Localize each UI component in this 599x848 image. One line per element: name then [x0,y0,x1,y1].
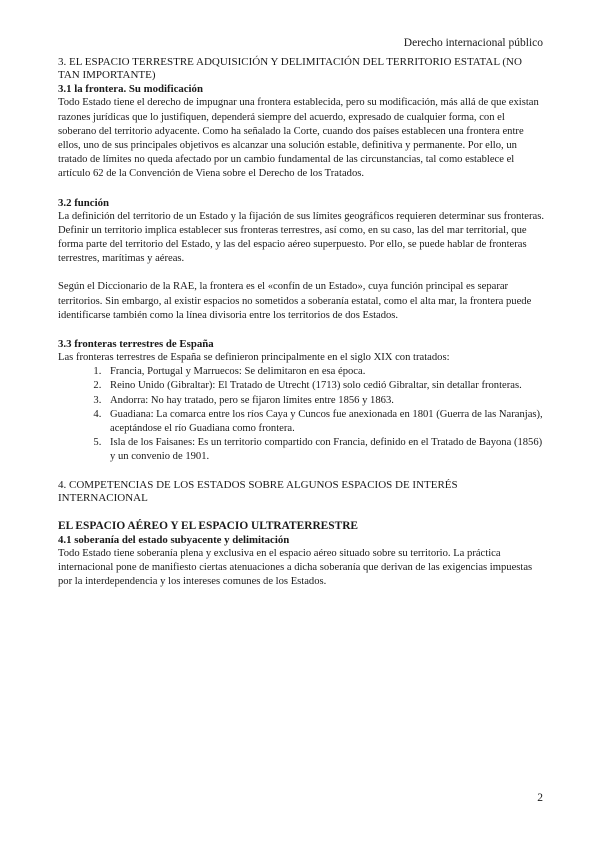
section-3-2-paragraph-2: Según el Diccionario de la RAE, la frontera es el «confín de un Estado», cuya función principal es separar territorios. Sin embargo, al existir espacios no sometidos a soberanía estatal, como el alta mar, la frontera puede identificarse también como la línea divisoria entre los territorios de dos Estados. [58,281,532,321]
section-3-2-paragraph-1: La definición del territorio de un Estado y la fijación de sus límites geográficos requieren determinar sus fronteras. Definir un territorio implica establecer sus fronteras terrestres, así como, en su caso, las del mar territorial, que forma parte del territorio del Estado, y las del espacio aéreo superpuesto. Por ello, se puede hablar de fronteras terrestres, marítimas y aéreas. [58,210,544,265]
section-3-1-heading: 3.1 la frontera. Su modificación [58,83,203,96]
section-4-1-heading: 4.1 soberanía del estado subyacente y delimitación [58,534,290,547]
section-4-subtitle: EL ESPACIO AÉREO Y EL ESPACIO ULTRATERRESTRE [58,520,359,533]
section-4-1-text: Todo Estado tiene soberanía plena y exclusiva en el espacio aéreo situado sobre su territorio. La práctica internacional pone de manifiesto ciertas atenuaciones a dicha soberanía que derivan de las exigencias impuestas por la interdependencia y los intereses comunes de los Estados. [58,548,533,588]
page-number: 2 [537,792,543,804]
spain-borders-list [58,365,544,464]
section-3-1-text: Todo Estado tiene el derecho de impugnar una frontera establecida, pero su modificación, más allá de que existan razones jurídicas que lo justifiquen, dependerá siempre del acuerdo, expresado de cualquier forma, con el soberano del territorio adyacente. Como ha señalado la Corte, cuando dos países establecen una frontera entre ellos, uno de sus principales objetivos es alcanzar una solución estable, definitiva y permanente. Por ello, un tratado de límites no queda afectado por un cambio fundamental de las circunstancias, tal como establece el artículo 62 de la Convención de Viena sobre el Derecho de los Tratados. [58,97,539,180]
section-3-title: 3. EL ESPACIO TERRESTRE ADQUISICIÓN Y DELIMITACIÓN DEL TERRITORIO ESTATAL (NO TAN IMPORTANTE) [58,56,522,82]
page-header: Derecho internacional público [403,37,543,49]
section-3-3-heading: 3.3 fronteras terrestres de España [58,338,214,351]
section-3-3-intro: Las fronteras terrestres de España se definieron principalmente en el siglo XIX con tratados: [58,352,450,364]
document-body [58,56,544,590]
list-item: 5. Isla de los Faisanes: Es un territorio compartido con Francia, definido en el Tratado de Bayona (1856) y un convenio de 1901. [104,436,544,464]
list-item: 2. Reino Unido (Gibraltar): El Tratado de Utrecht (1713) solo cedió Gibraltar, sin detallar fronteras. [104,379,544,393]
list-item: 3. Andorra: No hay tratado, pero se fijaron límites entre 1856 y 1863. [104,394,544,408]
list-item: 1. Francia, Portugal y Marruecos: Se delimitaron en esa época. [104,365,544,379]
list-item: 4. Guadiana: La comarca entre los ríos Caya y Cuncos fue anexionada en 1801 (Guerra de las Naranjas), aceptándose el río Guadiana como frontera. [104,408,544,436]
section-4-title: 4. COMPETENCIAS DE LOS ESTADOS SOBRE ALGUNOS ESPACIOS DE INTERÉS INTERNACIONAL [58,478,458,504]
section-3-2-heading: 3.2 función [58,196,109,209]
